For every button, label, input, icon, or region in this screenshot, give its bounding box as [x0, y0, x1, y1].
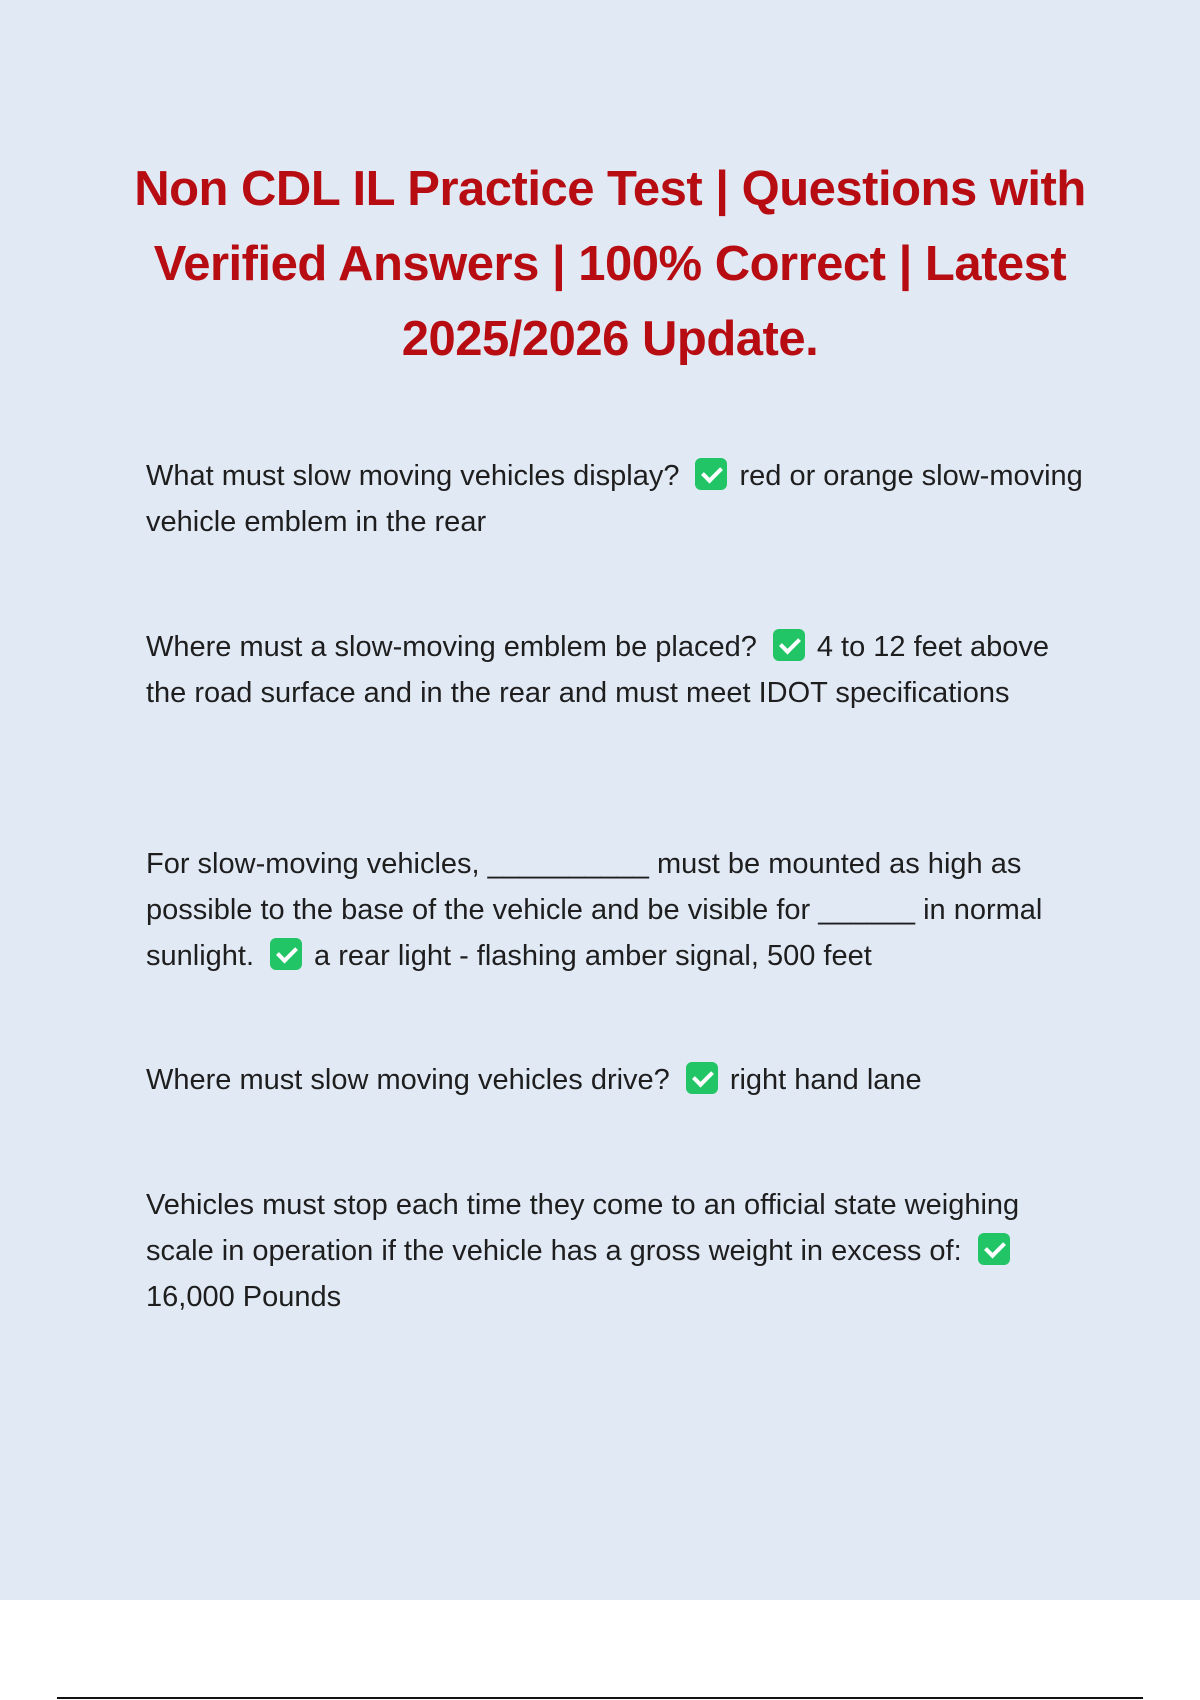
question-text: For slow-moving vehicles, __________ must be mounted as high as possible to the base of the vehicle and be visible for ______ in normal sunlight. [146, 848, 1043, 972]
qa-item [146, 1182, 1086, 1320]
check-mark-icon [978, 1233, 1010, 1265]
answer-text: 16,000 Pounds [146, 1281, 342, 1313]
question-text: What must slow moving vehicles display? [146, 460, 680, 492]
question-text: Where must a slow-moving emblem be placed? [146, 631, 757, 663]
qa-item [146, 841, 1086, 979]
question-text: Where must slow moving vehicles drive? [146, 1064, 670, 1096]
check-mark-icon [695, 458, 727, 490]
footer-divider [57, 1697, 1143, 1699]
question-text: Vehicles must stop each time they come to an official state weighing scale in operation if the vehicle has a gross weight in excess of: [146, 1189, 1020, 1267]
check-mark-icon [270, 938, 302, 970]
qa-item [146, 624, 1086, 716]
check-mark-icon [686, 1062, 718, 1094]
answer-text: 4 to 12 feet above the road surface and in the rear and must meet IDOT specifications [146, 631, 1050, 709]
answer-text: red or orange slow-moving vehicle emblem in the rear [146, 460, 1083, 538]
answer-text: a rear light - flashing amber signal, 500 feet [314, 940, 872, 972]
qa-item [146, 453, 1086, 545]
check-mark-icon [773, 629, 805, 661]
qa-item [146, 1057, 1086, 1103]
page-title: Non CDL IL Practice Test | Questions with Verified Answers | 100% Correct | Latest 2025/2026 Update. [134, 162, 1086, 366]
answer-text: right hand lane [729, 1064, 922, 1096]
